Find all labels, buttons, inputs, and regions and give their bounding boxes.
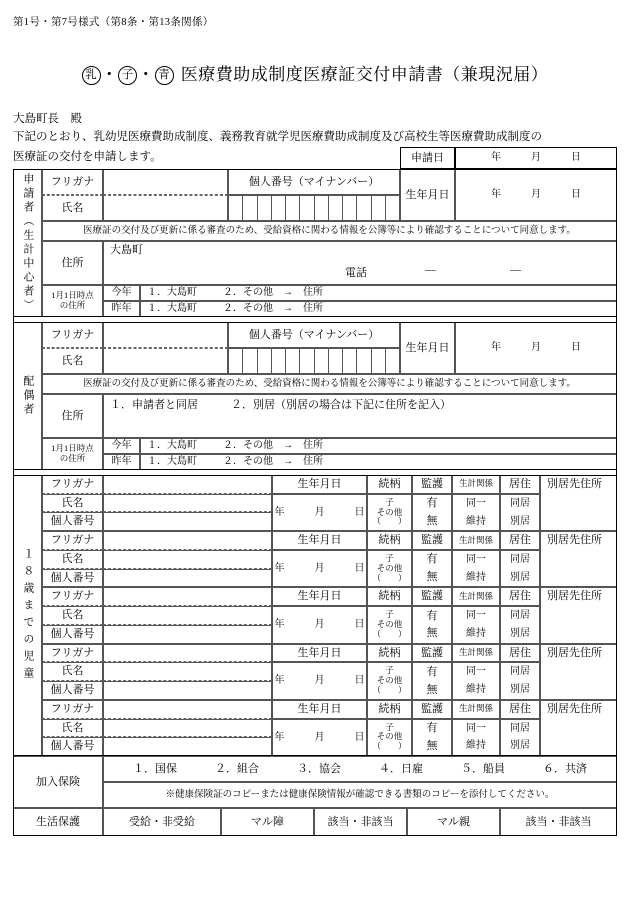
applicant-name-label: 氏名 — [42, 195, 103, 221]
applicant-this-year-opt1[interactable]: １．大島町 — [147, 287, 197, 299]
spouse-birthdate-value[interactable]: 年 月 日 — [455, 322, 617, 374]
application-date-label: 申請日 — [400, 147, 455, 169]
child-relation-option-2[interactable]: その他 — [376, 618, 403, 629]
child-residence-option-1[interactable]: 同居 — [510, 554, 530, 566]
title-sep-1: ・ — [100, 65, 119, 84]
child-my-number-label: 個人番号 — [42, 681, 103, 700]
child-livelihood-options[interactable] — [452, 606, 500, 643]
spouse-last-year-opt1[interactable]: １．大島町 — [147, 456, 197, 468]
child-name-label: 氏名 — [42, 719, 103, 738]
insurance-note: ※健康保険証のコピーまたは健康保険情報が確認できる書類のコピーを添付してください。 — [103, 782, 617, 808]
spouse-jan1-address-label — [42, 438, 103, 470]
my-number-digit-cell[interactable] — [271, 349, 285, 373]
child-relation-option-3[interactable]: （ ） — [372, 628, 407, 639]
applicant-address-label: 住所 — [42, 241, 103, 285]
spouse-last-year-label: 昨年 — [103, 454, 140, 470]
my-number-digit-cell[interactable] — [257, 349, 271, 373]
child-custody-option-2[interactable]: 無 — [426, 571, 438, 584]
child-separate-address-label: 別居先住所 — [547, 702, 602, 715]
applicant-this-year-opt2[interactable]: ２．その他 → 住所 — [223, 287, 323, 299]
applicant-last-year-label: 昨年 — [103, 301, 140, 317]
child-birthdate-value[interactable]: 年 月 日 — [272, 550, 367, 587]
applicant-birthdate-label: 生年月日 — [400, 169, 455, 221]
child-custody-options[interactable] — [412, 606, 452, 643]
child-birthdate-value[interactable]: 年 月 日 — [272, 494, 367, 531]
insurance-label: 加入保険 — [13, 756, 103, 808]
child-livelihood-label: 生計関係 — [452, 531, 500, 550]
my-number-digit-cell[interactable] — [242, 196, 256, 220]
child-residence-option-1[interactable]: 同居 — [510, 610, 530, 622]
child-relation-option-2[interactable]: その他 — [376, 562, 403, 573]
child-separate-address[interactable] — [540, 531, 617, 587]
child-furigana-field[interactable] — [103, 587, 272, 606]
spouse-jan1-line2: の住所 — [59, 453, 86, 463]
applicant-address-value: 大島町 — [110, 244, 143, 256]
child-livelihood-option-2[interactable]: 維持 — [466, 627, 486, 639]
my-number-digit-cell[interactable] — [242, 349, 256, 373]
child-livelihood-options[interactable] — [452, 719, 500, 756]
child-custody-options[interactable] — [412, 550, 452, 587]
child-furigana-label: フリガナ — [42, 644, 103, 663]
child-livelihood-option-1[interactable]: 同一 — [466, 497, 486, 509]
child-residence-option-2[interactable]: 別居 — [510, 684, 530, 696]
spouse-address-label: 住所 — [42, 394, 103, 438]
my-number-digit-cell[interactable] — [229, 196, 242, 220]
form-number: 第1号・第7号様式（第8条・第13条関係） — [13, 17, 214, 28]
applicant-this-year-label: 今年 — [103, 285, 140, 301]
child-relation-label: 続柄 — [367, 644, 412, 663]
circle-badge-nyu: 乳 — [82, 66, 101, 85]
spouse-this-year-opt1[interactable]: １．大島町 — [147, 440, 197, 452]
my-number-digit-cell[interactable] — [314, 349, 328, 373]
child-my-number-field[interactable] — [103, 569, 272, 588]
my-number-digit-cell[interactable] — [285, 196, 299, 220]
my-number-digit-cell[interactable] — [385, 349, 399, 373]
child-relation-options[interactable] — [367, 606, 412, 643]
child-relation-option-1[interactable]: 子 — [385, 721, 394, 732]
applicant-phone-dash-1: ― — [425, 264, 436, 276]
child-my-number-label: 個人番号 — [42, 512, 103, 531]
applicant-my-number-label: 個人番号（マイナンバー） — [228, 169, 400, 195]
child-separate-address-label: 別居先住所 — [547, 590, 602, 603]
child-name-label: 氏名 — [42, 606, 103, 625]
child-livelihood-label: 生計関係 — [452, 587, 500, 606]
intro-line-2: 医療証の交付を申請します。 — [13, 151, 162, 163]
child-furigana-field[interactable] — [103, 475, 272, 494]
child-furigana-field[interactable] — [103, 644, 272, 663]
child-livelihood-option-2[interactable]: 維持 — [466, 515, 486, 527]
spouse-furigana-field[interactable] — [103, 322, 228, 348]
child-separate-address[interactable] — [540, 700, 617, 756]
children-section-label: １８歳までの児童 — [13, 475, 42, 756]
child-name-field[interactable] — [103, 719, 272, 738]
applicant-phone-dash-2: ― — [510, 264, 521, 276]
applicant-last-year-opt2[interactable]: ２．その他 → 住所 — [223, 303, 323, 315]
child-livelihood-option-1[interactable]: 同一 — [466, 554, 486, 566]
child-livelihood-options[interactable] — [452, 550, 500, 587]
spouse-furigana-label: フリガナ — [42, 322, 103, 348]
child-residence-label: 居住 — [500, 475, 540, 494]
child-residence-option-2[interactable]: 別居 — [510, 571, 530, 583]
my-number-digit-cell[interactable] — [356, 349, 370, 373]
my-number-digit-cell[interactable] — [314, 196, 328, 220]
application-date-value[interactable]: 年 月 日 — [455, 147, 617, 169]
spouse-consent-text: 医療証の交付及び更新に係る審査のため、受給資格に関わる情報を公簿等により確認することについて同意します。 — [42, 374, 617, 394]
child-furigana-field[interactable] — [103, 531, 272, 550]
child-residence-label: 居住 — [500, 700, 540, 719]
child-birthdate-value[interactable]: 年 月 日 — [272, 662, 367, 699]
child-custody-options[interactable] — [412, 662, 452, 699]
spouse-address-options[interactable] — [103, 394, 617, 438]
child-livelihood-options[interactable] — [452, 494, 500, 531]
maru-oya-label: マル親 — [407, 808, 500, 836]
child-residence-option-2[interactable]: 別居 — [510, 515, 530, 527]
spouse-my-number-grid[interactable] — [228, 348, 400, 374]
child-birthdate-value[interactable]: 年 月 日 — [272, 606, 367, 643]
my-number-digit-cell[interactable] — [385, 196, 399, 220]
child-separate-address[interactable] — [540, 644, 617, 700]
my-number-digit-cell[interactable] — [299, 196, 313, 220]
child-residence-options[interactable] — [500, 494, 540, 531]
child-separate-address[interactable] — [540, 475, 617, 531]
my-number-digit-cell[interactable] — [328, 196, 342, 220]
child-custody-option-2[interactable]: 無 — [426, 514, 438, 527]
spouse-name-label: 氏名 — [42, 348, 103, 374]
child-relation-label: 続柄 — [367, 531, 412, 550]
spouse-this-year-label: 今年 — [103, 438, 140, 454]
child-birthdate-label: 生年月日 — [272, 700, 367, 719]
spouse-last-year-options[interactable] — [140, 454, 617, 470]
applicant-birthdate-value[interactable]: 年 月 日 — [455, 169, 617, 221]
my-number-digit-cell[interactable] — [356, 196, 370, 220]
child-residence-label: 居住 — [500, 644, 540, 663]
my-number-digit-cell[interactable] — [371, 349, 385, 373]
child-furigana-label: フリガナ — [42, 700, 103, 719]
child-livelihood-option-1[interactable]: 同一 — [466, 666, 486, 678]
applicant-name-field[interactable] — [103, 195, 228, 221]
child-separate-address-label: 別居先住所 — [547, 478, 602, 490]
child-residence-option-2[interactable]: 別居 — [510, 627, 530, 639]
child-livelihood-label: 生計関係 — [452, 644, 500, 663]
child-relation-option-1[interactable]: 子 — [385, 553, 394, 563]
child-birthdate-label: 生年月日 — [272, 587, 367, 606]
child-my-number-field[interactable] — [103, 737, 272, 756]
spouse-this-year-options[interactable] — [140, 438, 617, 454]
spouse-my-number-label: 個人番号（マイナンバー） — [228, 322, 400, 348]
child-custody-label: 監護 — [412, 644, 452, 663]
child-residence-option-1[interactable]: 同居 — [510, 666, 530, 678]
child-custody-option-2[interactable]: 無 — [426, 683, 438, 696]
child-furigana-label: フリガナ — [42, 475, 103, 494]
child-custody-label: 監護 — [412, 475, 452, 494]
child-birthdate-label: 生年月日 — [272, 644, 367, 663]
child-birthdate-label: 生年月日 — [272, 475, 367, 494]
child-relation-option-3[interactable]: （ ） — [372, 741, 407, 752]
my-number-digit-cell[interactable] — [285, 349, 299, 373]
spouse-jan1-line1: 1月1日時点 — [51, 443, 94, 454]
welfare-value[interactable]: 受給・非受給 — [103, 808, 221, 836]
child-relation-option-3[interactable]: （ ） — [372, 572, 407, 583]
child-furigana-field[interactable] — [103, 700, 272, 719]
my-number-digit-cell[interactable] — [271, 196, 285, 220]
child-separate-address-label: 別居先住所 — [547, 646, 602, 659]
child-residence-label: 居住 — [500, 587, 540, 606]
circle-badge-ko: 子 — [118, 66, 137, 85]
applicant-furigana-field[interactable] — [103, 169, 228, 195]
spouse-section-label: 配偶者 — [13, 322, 42, 470]
circle-badge-ao: 青 — [155, 66, 174, 85]
insurance-option-6[interactable]: ６．共済 — [543, 762, 587, 775]
addressee: 大島町長 殿 — [13, 113, 82, 125]
child-my-number-field[interactable] — [103, 512, 272, 531]
my-number-digit-cell[interactable] — [257, 196, 271, 220]
maru-oya-value[interactable]: 該当・非該当 — [500, 808, 617, 836]
child-relation-label: 続柄 — [367, 475, 412, 494]
spouse-birthdate-label: 生年月日 — [400, 322, 455, 374]
child-name-field[interactable] — [103, 550, 272, 569]
my-number-digit-cell[interactable] — [229, 349, 242, 373]
my-number-digit-cell[interactable] — [328, 349, 342, 373]
maru-sho-label: マル障 — [221, 808, 314, 836]
insurance-option-3[interactable]: ３．協会 — [297, 762, 341, 775]
my-number-digit-cell[interactable] — [371, 196, 385, 220]
child-custody-label: 監護 — [412, 700, 452, 719]
child-custody-option-1[interactable]: 有 — [426, 665, 438, 678]
child-my-number-label: 個人番号 — [42, 737, 103, 756]
child-residence-options[interactable] — [500, 606, 540, 643]
child-livelihood-label: 生計関係 — [452, 475, 500, 494]
spouse-this-year-opt2[interactable]: ２．その他 → 住所 — [223, 440, 323, 452]
child-livelihood-label: 生計関係 — [452, 700, 500, 719]
child-custody-option-1[interactable]: 有 — [426, 553, 438, 566]
child-relation-option-2[interactable]: その他 — [376, 731, 403, 742]
child-relation-option-2[interactable]: その他 — [376, 506, 403, 517]
child-livelihood-option-2[interactable]: 維持 — [466, 571, 486, 583]
spouse-name-field[interactable] — [103, 348, 228, 374]
insurance-option-4[interactable]: ４．日雇 — [379, 762, 423, 775]
insurance-option-1[interactable]: １．国保 — [133, 762, 177, 775]
child-relation-option-1[interactable]: 子 — [385, 665, 394, 676]
child-name-field[interactable] — [103, 606, 272, 625]
child-custody-options[interactable] — [412, 719, 452, 756]
spouse-last-year-opt2[interactable]: ２．その他 → 住所 — [223, 456, 323, 468]
child-residence-option-2[interactable]: 別居 — [510, 740, 530, 752]
child-livelihood-options[interactable] — [452, 662, 500, 699]
child-residence-label: 居住 — [500, 531, 540, 550]
intro-line-1: 下記のとおり、乳幼児医療費助成制度、義務教育就学児医療費助成制度及び高校生等医療費助成制度の — [13, 131, 542, 143]
title-main-text: 医療費助成制度医療証交付申請書（兼現況届） — [180, 65, 549, 84]
child-relation-option-1[interactable]: 子 — [385, 496, 394, 507]
child-custody-options[interactable] — [412, 494, 452, 531]
applicant-jan1-line2: の住所 — [59, 300, 86, 310]
child-residence-options[interactable] — [500, 662, 540, 699]
applicant-my-number-grid[interactable] — [228, 195, 400, 221]
child-separate-address-label: 別居先住所 — [547, 534, 602, 547]
child-custody-option-2[interactable]: 無 — [426, 627, 438, 640]
child-relation-options[interactable] — [367, 719, 412, 756]
child-name-field[interactable] — [103, 494, 272, 513]
child-birthdate-label: 生年月日 — [272, 531, 367, 550]
child-relation-label: 続柄 — [367, 700, 412, 719]
applicant-consent-text: 医療証の交付及び更新に係る審査のため、受給資格に関わる情報を公簿等により確認することについて同意します。 — [42, 221, 617, 241]
title-sep-2: ・ — [137, 65, 155, 84]
insurance-option-5[interactable]: ５．船員 — [461, 762, 505, 775]
child-name-label: 氏名 — [42, 550, 103, 569]
applicant-furigana-label: フリガナ — [42, 169, 103, 195]
child-livelihood-option-1[interactable]: 同一 — [466, 722, 486, 734]
child-my-number-label: 個人番号 — [42, 625, 103, 644]
child-custody-option-1[interactable]: 有 — [426, 722, 438, 735]
child-relation-options[interactable] — [367, 494, 412, 531]
child-my-number-label: 個人番号 — [42, 569, 103, 588]
child-residence-options[interactable] — [500, 550, 540, 587]
child-relation-options[interactable] — [367, 662, 412, 699]
child-custody-label: 監護 — [412, 587, 452, 606]
child-residence-option-1[interactable]: 同居 — [510, 722, 530, 734]
my-number-digit-cell[interactable] — [342, 349, 356, 373]
applicant-this-year-options[interactable] — [140, 285, 617, 301]
child-my-number-field[interactable] — [103, 625, 272, 644]
applicant-last-year-opt1[interactable]: １．大島町 — [147, 303, 197, 315]
child-birthdate-value[interactable]: 年 月 日 — [272, 719, 367, 756]
child-custody-option-2[interactable]: 無 — [426, 739, 438, 752]
child-name-label: 氏名 — [42, 662, 103, 681]
child-separate-address[interactable] — [540, 587, 617, 643]
child-custody-label: 監護 — [412, 531, 452, 550]
child-furigana-label: フリガナ — [42, 531, 103, 550]
page-title — [0, 60, 630, 85]
insurance-options-row[interactable] — [103, 756, 617, 782]
insurance-option-2[interactable]: ２．組合 — [215, 762, 259, 775]
child-relation-option-1[interactable]: 子 — [385, 609, 394, 620]
spouse-address-options-text[interactable]: １．申請者と同居 ２．別居（別居の場合は下記に住所を記入） — [110, 399, 451, 411]
child-relation-option-2[interactable]: その他 — [376, 675, 403, 686]
my-number-digit-cell[interactable] — [299, 349, 313, 373]
child-relation-options[interactable] — [367, 550, 412, 587]
child-relation-option-3[interactable]: （ ） — [372, 684, 407, 695]
child-custody-option-1[interactable]: 有 — [426, 609, 438, 622]
child-residence-option-1[interactable]: 同居 — [510, 497, 530, 509]
child-custody-option-1[interactable]: 有 — [426, 497, 438, 510]
child-relation-label: 続柄 — [367, 587, 412, 606]
child-livelihood-option-1[interactable]: 同一 — [466, 610, 486, 622]
applicant-last-year-options[interactable] — [140, 301, 617, 317]
welfare-label: 生活保護 — [13, 808, 103, 836]
child-my-number-field[interactable] — [103, 681, 272, 700]
child-furigana-label: フリガナ — [42, 587, 103, 606]
child-name-label: 氏名 — [42, 494, 103, 513]
maru-sho-value[interactable]: 該当・非該当 — [314, 808, 407, 836]
applicant-jan1-address-label — [42, 285, 103, 317]
child-livelihood-option-2[interactable]: 維持 — [466, 740, 486, 752]
child-residence-options[interactable] — [500, 719, 540, 756]
applicant-section-label: 申請者（生計中心者） — [13, 169, 42, 317]
child-relation-option-3[interactable]: （ ） — [372, 516, 407, 527]
child-name-field[interactable] — [103, 662, 272, 681]
applicant-phone-label: 電話 — [345, 267, 367, 279]
child-livelihood-option-2[interactable]: 維持 — [466, 684, 486, 696]
my-number-digit-cell[interactable] — [342, 196, 356, 220]
applicant-jan1-line1: 1月1日時点 — [51, 290, 94, 301]
